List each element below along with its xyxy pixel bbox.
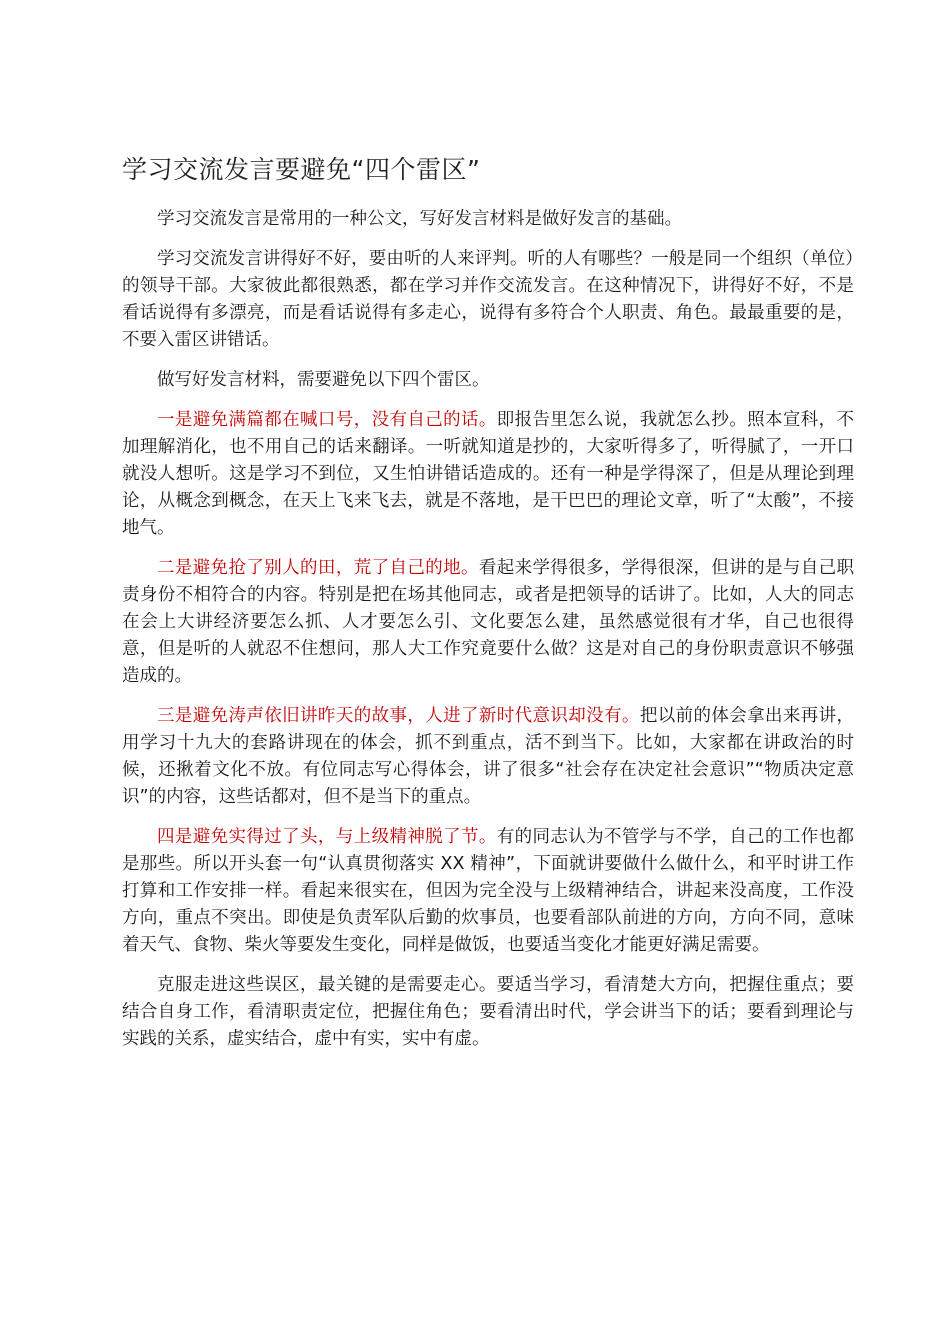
conclusion-paragraph: 克服走进这些误区，最关键的是需要走心。要适当学习，看清楚大方向，把握住重点；要结合自身工作，看清职责定位，把握住角色；要看清出时代，学会讲当下的话；要看到理论与实践的关系，虚实结合，虚中有实，实中有虚。 bbox=[122, 975, 854, 1049]
point-paragraph-3 bbox=[122, 703, 854, 811]
point-body-1: 即报告里怎么说，我就怎么抄。照本宣科，不加理解消化，也不用自己的话来翻译。一听就知道是抄的，大家听得多了，听得腻了，一开口就没人想听。这是学习不到位，又生怕讲错话造成的。还有一种是学得深了，但是从理论到理论，从概念到概念，在天上飞来飞去，就是不落地，是干巴巴的理论文章，听了“太酸”，不接地气。 bbox=[122, 410, 854, 538]
point-paragraph-4 bbox=[122, 824, 854, 959]
point-paragraph-2 bbox=[122, 555, 854, 690]
document-page bbox=[122, 150, 854, 1066]
intro-paragraph-3: 做写好发言材料，需要避免以下四个雷区。 bbox=[157, 370, 490, 390]
point-heading-3: 三是避免涛声依旧讲昨天的故事，人进了新时代意识却没有。 bbox=[157, 706, 640, 726]
point-body-2: 看起来学得很多，学得很深，但讲的是与自己职责身份不相符合的内容。特别是把在场其他同志，或者是把领导的话讲了。比如，人大的同志在会上大讲经济要怎么抓、人才要怎么引、文化要怎么建，虽然感觉很有才华，自己也很得意，但是听的人就忍不住想问，那人大工作究竟要什么做？这是对自己的身份职责意识不够强造成的。 bbox=[122, 558, 855, 686]
point-heading-2: 二是避免抢了别人的田，荒了自己的地。 bbox=[157, 558, 479, 578]
point-heading-1: 一是避免满篇都在喊口号，没有自己的话。 bbox=[157, 410, 497, 430]
point-heading-4: 四是避免实得过了头，与上级精神脱了节。 bbox=[157, 827, 497, 847]
document-title: 学习交流发言要避免“四个雷区” bbox=[122, 155, 481, 184]
point-body-4: 有的同志认为不管学与不学，自己的工作也都是那些。所以开头套一句“认真贯彻落实 XX 精神”，下面就讲要做什么做什么，和平时讲工作打算和工作安排一样。看起来很实在，但因为完全没与上级精神结合，讲起来没高度，工作没方向，重点不突出。即使是负责军队后勤的炊事员，也要看部队前进的方向，方向不同，意味着天气、食物、柴火等要发生变化，同样是做饭，也要适当变化才能更好满足需要。 bbox=[122, 827, 854, 955]
point-paragraph-1 bbox=[122, 407, 854, 542]
point-body-3: 把以前的体会拿出来再讲，用学习十九大的套路讲现在的体会，抓不到重点，活不到当下。比如，大家都在讲政治的时候，还揪着文化不放。有位同志写心得体会，讲了很多“社会存在决定社会意识”“物质决定意识”的内容，这些话都对，但不是当下的重点。 bbox=[122, 706, 855, 807]
intro-paragraph-2: 学习交流发言讲得好不好，要由听的人来评判。听的人有哪些？一般是同一个组织（单位）的领导干部。大家彼此都很熟悉，都在学习并作交流发言。在这种情况下，讲得好不好，不是看话说得有多漂亮，而是看话说得有多走心，说得有多符合个人职责、角色。最最重要的是，不要入雷区讲错话。 bbox=[122, 249, 854, 350]
intro-paragraph-1: 学习交流发言是常用的一种公文，写好发言材料是做好发言的基础。 bbox=[157, 209, 682, 229]
